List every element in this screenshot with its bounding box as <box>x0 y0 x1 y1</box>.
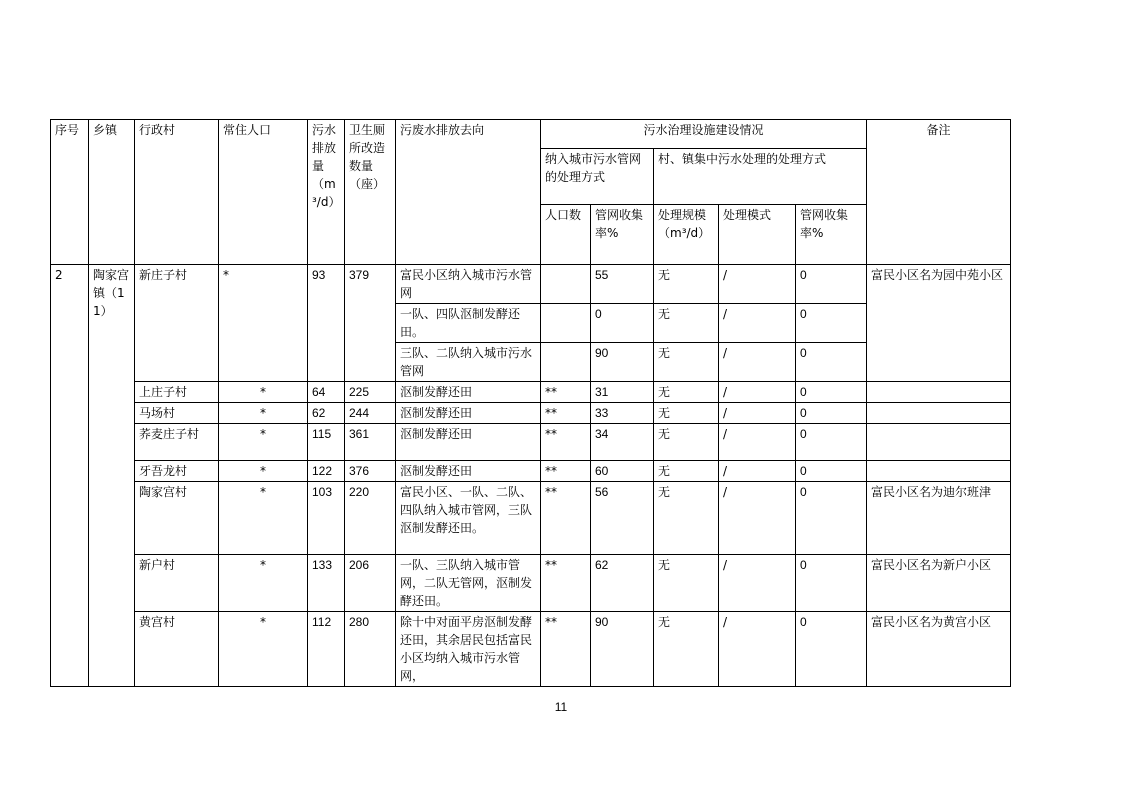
row-population: * <box>219 403 308 424</box>
row-sewage: 64 <box>308 382 345 403</box>
row-population: * <box>219 461 308 482</box>
row-collection-rate-a: 55 <box>591 265 654 304</box>
row-collection-rate-a: 56 <box>591 482 654 555</box>
row-collection-rate-b: 0 <box>796 461 867 482</box>
group-seq: 2 <box>51 265 89 687</box>
row-mode: / <box>719 265 796 304</box>
row-remarks <box>867 424 1011 461</box>
row-population: * <box>219 612 308 687</box>
row-village: 马场村 <box>135 403 219 424</box>
row-people: ** <box>541 382 591 403</box>
row-collection-rate-b: 0 <box>796 612 867 687</box>
row-collection-rate-a: 0 <box>591 304 654 343</box>
row-collection-rate-b: 0 <box>796 403 867 424</box>
row-scale: 无 <box>654 424 719 461</box>
row-people: ** <box>541 612 591 687</box>
row-remarks <box>867 461 1011 482</box>
row-scale: 无 <box>654 612 719 687</box>
row-sewage: 112 <box>308 612 345 687</box>
row-mode: / <box>719 612 796 687</box>
row-people: ** <box>541 482 591 555</box>
header-population: 常住人口 <box>219 120 308 265</box>
row-discharge: 沤制发酵还田 <box>396 382 541 403</box>
row-collection-rate-a: 34 <box>591 424 654 461</box>
row-discharge: 富民小区、一队、二队、四队纳入城市管网，三队沤制发酵还田。 <box>396 482 541 555</box>
header-collection-rate-b: 管网收集率% <box>796 205 867 265</box>
row-discharge: 沤制发酵还田 <box>396 403 541 424</box>
row-collection-rate-a: 90 <box>591 612 654 687</box>
row-people <box>541 304 591 343</box>
row-scale: 无 <box>654 555 719 612</box>
row-mode: / <box>719 555 796 612</box>
row-scale: 无 <box>654 482 719 555</box>
row-village: 新庄子村 <box>135 265 219 382</box>
row-people <box>541 343 591 382</box>
row-scale: 无 <box>654 461 719 482</box>
row-toilets: 225 <box>345 382 396 403</box>
row-toilets: 379 <box>345 265 396 382</box>
header-village-treatment: 村、镇集中污水处理的处理方式 <box>654 149 867 205</box>
header-people: 人口数 <box>541 205 591 265</box>
row-mode: / <box>719 482 796 555</box>
row-village: 荞麦庄子村 <box>135 424 219 461</box>
row-population: * <box>219 424 308 461</box>
row-discharge: 沤制发酵还田 <box>396 461 541 482</box>
row-toilets: 206 <box>345 555 396 612</box>
header-mode: 处理模式 <box>719 205 796 265</box>
row-remarks: 富民小区名为新户小区 <box>867 555 1011 612</box>
row-discharge: 除十中对面平房沤制发酵还田，其余居民包括富民小区均纳入城市污水管网， <box>396 612 541 687</box>
row-toilets: 220 <box>345 482 396 555</box>
row-collection-rate-b: 0 <box>796 555 867 612</box>
row-scale: 无 <box>654 304 719 343</box>
row-scale: 无 <box>654 382 719 403</box>
row-discharge: 一队、三队纳入城市管网，二队无管网，沤制发酵还田。 <box>396 555 541 612</box>
row-toilets: 280 <box>345 612 396 687</box>
row-population: * <box>219 482 308 555</box>
row-people: ** <box>541 403 591 424</box>
group-township: 陶家宫镇（11） <box>89 265 135 687</box>
row-village: 上庄子村 <box>135 382 219 403</box>
row-sewage: 93 <box>308 265 345 382</box>
row-sewage: 133 <box>308 555 345 612</box>
header-scale: 处理规模（m³/d） <box>654 205 719 265</box>
row-sewage: 122 <box>308 461 345 482</box>
row-village: 牙吾龙村 <box>135 461 219 482</box>
row-collection-rate-a: 62 <box>591 555 654 612</box>
row-people: ** <box>541 461 591 482</box>
header-discharge: 污废水排放去向 <box>396 120 541 265</box>
row-village: 新户村 <box>135 555 219 612</box>
header-city-network: 纳入城市污水管网的处理方式 <box>541 149 654 205</box>
row-scale: 无 <box>654 403 719 424</box>
row-remarks: 富民小区名为迪尔班津 <box>867 482 1011 555</box>
row-remarks: 富民小区名为黄宫小区 <box>867 612 1011 687</box>
row-discharge: 一队、四队沤制发酵还田。 <box>396 304 541 343</box>
row-sewage: 115 <box>308 424 345 461</box>
row-toilets: 376 <box>345 461 396 482</box>
row-people: ** <box>541 555 591 612</box>
row-mode: / <box>719 461 796 482</box>
page-number: 11 <box>554 700 568 714</box>
row-discharge: 三队、二队纳入城市污水管网 <box>396 343 541 382</box>
row-sewage: 62 <box>308 403 345 424</box>
row-village: 陶家宫村 <box>135 482 219 555</box>
row-scale: 无 <box>654 343 719 382</box>
header-township: 乡镇 <box>89 120 135 265</box>
header-seq: 序号 <box>51 120 89 265</box>
row-collection-rate-a: 31 <box>591 382 654 403</box>
row-mode: / <box>719 382 796 403</box>
row-remarks <box>867 403 1011 424</box>
row-people: ** <box>541 424 591 461</box>
row-people <box>541 265 591 304</box>
header-collection-rate-a: 管网收集率% <box>591 205 654 265</box>
row-mode: / <box>719 403 796 424</box>
row-collection-rate-b: 0 <box>796 424 867 461</box>
row-discharge: 富民小区纳入城市污水管网 <box>396 265 541 304</box>
row-mode: / <box>719 304 796 343</box>
row-mode: / <box>719 424 796 461</box>
row-toilets: 361 <box>345 424 396 461</box>
row-collection-rate-a: 33 <box>591 403 654 424</box>
row-mode: / <box>719 343 796 382</box>
row-collection-rate-b: 0 <box>796 343 867 382</box>
row-discharge: 沤制发酵还田 <box>396 424 541 461</box>
sewage-treatment-table <box>50 119 1011 687</box>
row-population: * <box>219 265 308 382</box>
row-population: * <box>219 555 308 612</box>
row-village: 黄宫村 <box>135 612 219 687</box>
header-village: 行政村 <box>135 120 219 265</box>
row-collection-rate-b: 0 <box>796 382 867 403</box>
header-facility-group: 污水治理设施建设情况 <box>541 120 867 149</box>
row-collection-rate-b: 0 <box>796 304 867 343</box>
header-sewage-volume: 污水排放量（m³/d） <box>308 120 345 265</box>
row-collection-rate-a: 60 <box>591 461 654 482</box>
row-collection-rate-b: 0 <box>796 482 867 555</box>
row-toilets: 244 <box>345 403 396 424</box>
row-scale: 无 <box>654 265 719 304</box>
row-sewage: 103 <box>308 482 345 555</box>
row-remarks: 富民小区名为园中苑小区 <box>867 265 1011 382</box>
header-toilet-count: 卫生厕所改造数量（座） <box>345 120 396 265</box>
row-population: * <box>219 382 308 403</box>
row-collection-rate-b: 0 <box>796 265 867 304</box>
row-remarks <box>867 382 1011 403</box>
row-collection-rate-a: 90 <box>591 343 654 382</box>
header-remarks: 备注 <box>867 120 1011 265</box>
